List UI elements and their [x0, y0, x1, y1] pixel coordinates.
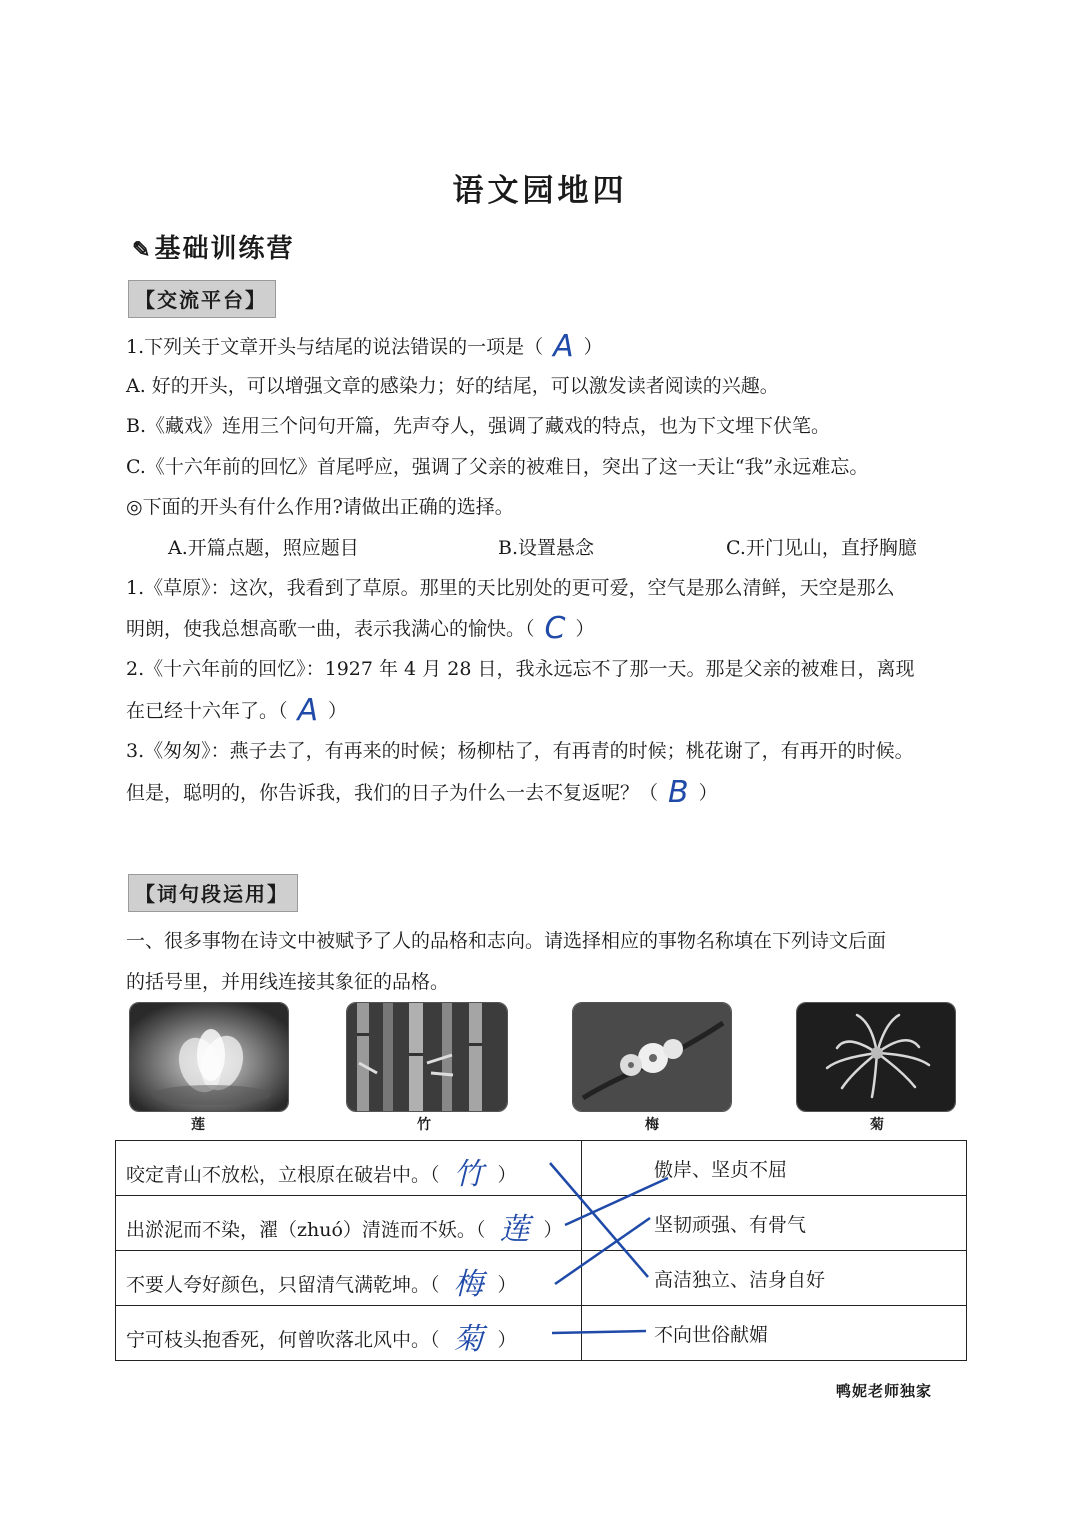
- q2-item-2-close: ）: [328, 700, 348, 722]
- match-line-bamboo: [550, 1163, 648, 1277]
- trait-cell: 傲岸、坚贞不屈: [582, 1141, 967, 1196]
- poem-answer: 竹: [453, 1157, 484, 1192]
- trait-cell: 坚韧顽强、有骨气: [582, 1196, 967, 1251]
- poem-answer: 莲: [499, 1212, 530, 1247]
- poem-close: ）: [497, 1274, 517, 1296]
- q2-item-2-text: 在已经十六年了。（: [126, 700, 288, 722]
- bamboo-label: 竹: [417, 1117, 431, 1133]
- q1-option-c: C.《十六年前的回忆》首尾呼应，强调了父亲的被难日，突出了这一天让“我”永远难忘。: [126, 456, 869, 478]
- lotus-label: 莲: [191, 1117, 205, 1133]
- q2-item-1-text: 明朗，使我总想高歌一曲，表示我满心的愉快。（: [126, 618, 535, 640]
- match-line-plum: [555, 1218, 650, 1284]
- q2-choice-b: B.设置悬念: [498, 537, 595, 559]
- pencil-icon: ✎: [132, 237, 153, 263]
- q2-item-1-answer: C: [544, 611, 566, 646]
- q2-intro: ◎下面的开头有什么作用?请做出正确的选择。: [126, 496, 514, 518]
- q2-choice-c: C.开门见山，直抒胸臆: [726, 537, 917, 559]
- trait-cell: 不向世俗献媚: [582, 1306, 967, 1361]
- q1-stem-text: 1.下列关于文章开头与结尾的说法错误的一项是（: [126, 336, 544, 358]
- signature: 鸭妮老师独家: [836, 1382, 933, 1400]
- q1-answer: A: [553, 329, 574, 364]
- section-label: 基础训练营: [154, 234, 295, 264]
- plum-label: 梅: [645, 1117, 659, 1133]
- q3-line1: 一、很多事物在诗文中被赋予了人的品格和志向。请选择相应的事物名称填在下列诗文后面: [126, 930, 887, 952]
- q1-stem-close: ）: [583, 336, 603, 358]
- match-line-chrysanthemum: [552, 1331, 646, 1333]
- page-title: 语文园地四: [452, 173, 628, 209]
- poem-close: ）: [497, 1329, 517, 1351]
- q1-option-a: A. 好的开头，可以增强文章的感染力；好的结尾，可以激发读者阅读的兴趣。: [126, 375, 779, 397]
- poem-text: 宁可枝头抱香死，何曾吹落北风中。（: [126, 1329, 440, 1351]
- q2-item-3-line1: 3.《匆匆》：燕子去了，有再来的时候；杨柳枯了，有再青的时候；桃花谢了，有再开的时候。: [126, 740, 914, 762]
- poem-close: ）: [543, 1219, 563, 1241]
- tag-exchange-platform: 【交流平台】: [128, 280, 276, 318]
- q2-item-3-close: ）: [698, 782, 718, 804]
- poem-answer: 菊: [453, 1322, 484, 1357]
- trait-cell: 高洁独立、洁身自好: [582, 1251, 967, 1306]
- poem-text: 咬定青山不放松，立根原在破岩中。（: [126, 1164, 440, 1186]
- q1-option-b: B.《藏戏》连用三个问句开篇，先声夺人，强调了藏戏的特点，也为下文埋下伏笔。: [126, 415, 831, 437]
- tag-word-usage: 【词句段运用】: [128, 874, 298, 912]
- q2-item-1-close: ）: [575, 618, 595, 640]
- poem-close: ）: [497, 1164, 517, 1186]
- q2-choice-a: A.开篇点题，照应题目: [168, 537, 359, 559]
- q3-line2: 的括号里，并用线连接其象征的品格。: [126, 971, 450, 993]
- match-line-lotus: [565, 1178, 668, 1225]
- chrysanthemum-label: 菊: [870, 1117, 884, 1133]
- q2-item-2-line1: 2.《十六年前的回忆》：1927 年 4 月 28 日，我永远忘不了那一天。那是父亲的被难日，离现: [126, 658, 915, 680]
- q2-item-2-answer: A: [297, 693, 319, 728]
- q2-item-3-text: 但是，聪明的，你告诉我，我们的日子为什么一去不复返呢？（: [126, 782, 659, 804]
- poem-text: 不要人夸好颜色，只留清气满乾坤。（: [126, 1274, 440, 1296]
- poem-answer: 梅: [453, 1267, 484, 1302]
- q2-item-1-line1: 1.《草原》：这次，我看到了草原。那里的天比别处的更可爱，空气是那么清鲜，天空是那么: [126, 577, 895, 599]
- q2-item-3-answer: B: [668, 775, 689, 810]
- poem-text: 出淤泥而不染，濯（zhuó）清涟而不妖。（: [126, 1219, 486, 1241]
